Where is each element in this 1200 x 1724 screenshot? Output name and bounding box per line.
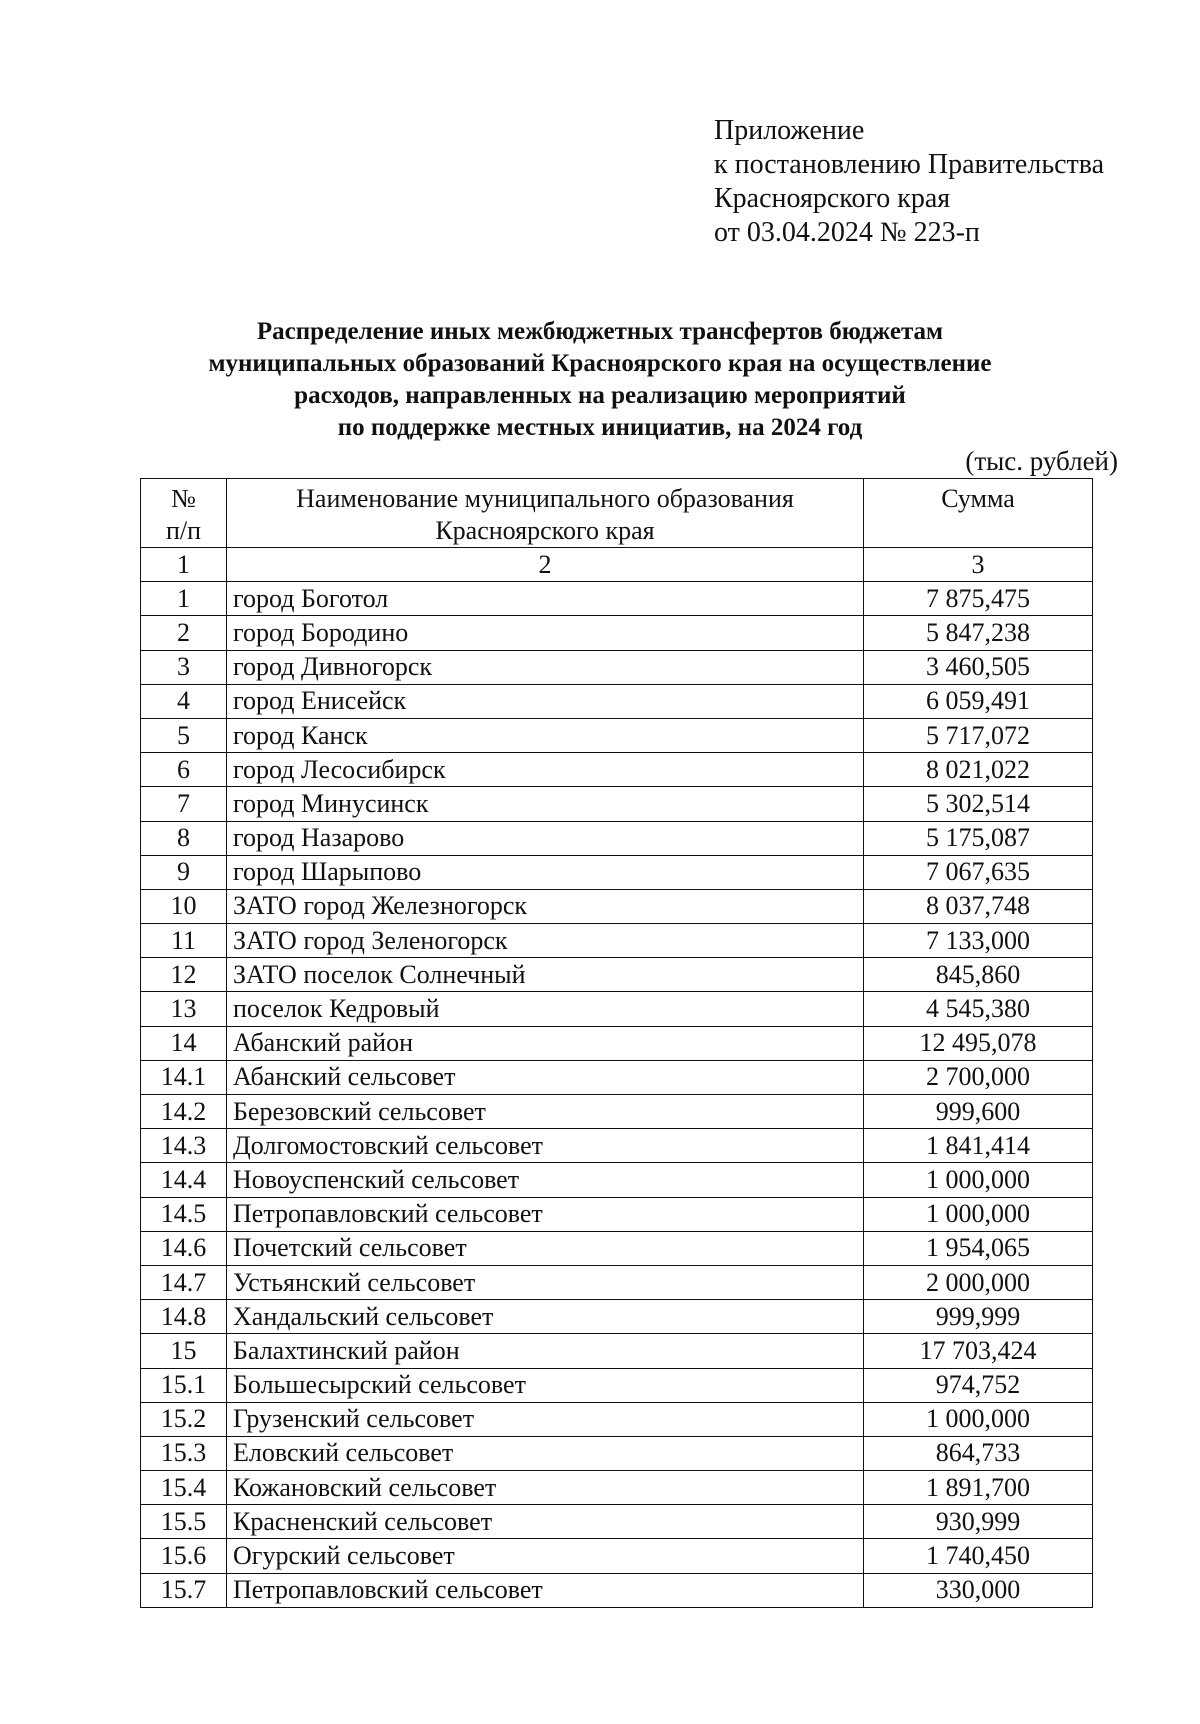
table-row [141,718,1093,752]
row-number: 15.5 [141,1505,227,1539]
amount: 8 037,748 [864,889,1093,923]
row-number: 15.2 [141,1402,227,1436]
title-line: Распределение иных межбюджетных трансфертов бюджетам [256,318,944,345]
amount: 4 545,380 [864,992,1093,1026]
distribution-table [140,478,1093,1608]
municipality-name: Почетский сельсовет [227,1231,864,1265]
row-number: 10 [141,889,227,923]
amount: 1 740,450 [864,1539,1093,1573]
table-row [141,1026,1093,1060]
municipality-name: город Шарыпово [227,855,864,889]
amount: 2 700,000 [864,1060,1093,1094]
amount: 1 000,000 [864,1402,1093,1436]
document-title [140,316,1060,444]
table-row [141,787,1093,821]
municipality-name: Абанский район [227,1026,864,1060]
municipality-name: поселок Кедровый [227,992,864,1026]
table-row [141,855,1093,889]
table-row [141,1539,1093,1573]
amount: 974,752 [864,1368,1093,1402]
table-row [141,924,1093,958]
column-number-row [141,548,1093,582]
row-number: 15.1 [141,1368,227,1402]
row-number: 13 [141,992,227,1026]
row-number: 9 [141,855,227,889]
table-row [141,684,1093,718]
table-row [141,1265,1093,1299]
amount: 5 717,072 [864,718,1093,752]
table-row [141,1402,1093,1436]
amount: 3 460,505 [864,650,1093,684]
column-number: 1 [141,548,227,582]
amount: 1 841,414 [864,1129,1093,1163]
table-row [141,1129,1093,1163]
table-row [141,1300,1093,1334]
municipality-name: город Дивногорск [227,650,864,684]
appendix-line: Красноярского края [714,183,951,214]
title-line: муниципальных образований Красноярского края на осуществление [208,350,992,377]
row-number: 14.5 [141,1197,227,1231]
row-number: 15.6 [141,1539,227,1573]
amount: 864,733 [864,1436,1093,1470]
municipality-name: город Канск [227,718,864,752]
municipality-name: Петропавловский сельсовет [227,1197,864,1231]
amount: 8 021,022 [864,753,1093,787]
table-row [141,992,1093,1026]
table-row [141,1436,1093,1470]
header-name: Наименование муниципального образования Красноярского края [227,479,864,548]
header-sum: Сумма [864,479,1093,548]
amount: 845,860 [864,958,1093,992]
amount: 330,000 [864,1573,1093,1607]
amount: 7 067,635 [864,855,1093,889]
row-number: 15.4 [141,1471,227,1505]
amount: 1 954,065 [864,1231,1093,1265]
municipality-name: Еловский сельсовет [227,1436,864,1470]
header-number: № п/п [141,479,227,548]
row-number: 14.6 [141,1231,227,1265]
table-row [141,889,1093,923]
appendix-line: к постановлению Правительства [714,149,1105,180]
table-row [141,958,1093,992]
row-number: 14.2 [141,1095,227,1129]
table-body [141,582,1093,1608]
column-number: 2 [227,548,864,582]
row-number: 14.8 [141,1300,227,1334]
amount: 5 175,087 [864,821,1093,855]
table-row [141,1095,1093,1129]
table-row [141,1197,1093,1231]
amount: 2 000,000 [864,1265,1093,1299]
municipality-name: Устьянский сельсовет [227,1265,864,1299]
municipality-name: ЗАТО поселок Солнечный [227,958,864,992]
column-number: 3 [864,548,1093,582]
row-number: 2 [141,616,227,650]
row-number: 14 [141,1026,227,1060]
municipality-name: город Назарово [227,821,864,855]
municipality-name: Новоуспенский сельсовет [227,1163,864,1197]
municipality-name: город Минусинск [227,787,864,821]
row-number: 3 [141,650,227,684]
table-row [141,1060,1093,1094]
municipality-name: Кожановский сельсовет [227,1471,864,1505]
amount: 1 891,700 [864,1471,1093,1505]
amount: 17 703,424 [864,1334,1093,1368]
title-line: по поддержке местных инициатив, на 2024 год [337,414,863,441]
table-row [141,753,1093,787]
table-row [141,582,1093,616]
row-number: 15 [141,1334,227,1368]
amount: 5 302,514 [864,787,1093,821]
table-row [141,1368,1093,1402]
table-row [141,1505,1093,1539]
row-number: 4 [141,684,227,718]
row-number: 15.3 [141,1436,227,1470]
row-number: 11 [141,924,227,958]
row-number: 1 [141,582,227,616]
units-label: (тыс. рублей) [965,446,1118,476]
municipality-name: Петропавловский сельсовет [227,1573,864,1607]
appendix-line: Приложение [714,115,865,146]
amount: 999,600 [864,1095,1093,1129]
municipality-name: город Лесосибирск [227,753,864,787]
row-number: 14.1 [141,1060,227,1094]
table-row [141,1231,1093,1265]
row-number: 14.7 [141,1265,227,1299]
municipality-name: Долгомостовский сельсовет [227,1129,864,1163]
row-number: 6 [141,753,227,787]
municipality-name: Красненский сельсовет [227,1505,864,1539]
row-number: 14.4 [141,1163,227,1197]
municipality-name: ЗАТО город Зеленогорск [227,924,864,958]
appendix-line: от 03.04.2024 № 223-п [714,217,980,248]
table-row [141,1163,1093,1197]
municipality-name: Балахтинский район [227,1334,864,1368]
row-number: 12 [141,958,227,992]
row-number: 14.3 [141,1129,227,1163]
amount: 7 875,475 [864,582,1093,616]
amount: 7 133,000 [864,924,1093,958]
municipality-name: ЗАТО город Железногорск [227,889,864,923]
table-header-row [141,479,1093,548]
municipality-name: Хандальский сельсовет [227,1300,864,1334]
municipality-name: город Бородино [227,616,864,650]
municipality-name: Березовский сельсовет [227,1095,864,1129]
amount: 930,999 [864,1505,1093,1539]
table-row [141,616,1093,650]
table-row [141,1471,1093,1505]
table-row [141,650,1093,684]
amount: 5 847,238 [864,616,1093,650]
municipality-name: Грузенский сельсовет [227,1402,864,1436]
amount: 1 000,000 [864,1163,1093,1197]
municipality-name: город Енисейск [227,684,864,718]
amount: 6 059,491 [864,684,1093,718]
row-number: 15.7 [141,1573,227,1607]
table-row [141,1334,1093,1368]
municipality-name: Абанский сельсовет [227,1060,864,1094]
municipality-name: Большесырский сельсовет [227,1368,864,1402]
table-row [141,821,1093,855]
municipality-name: город Боготол [227,582,864,616]
row-number: 5 [141,718,227,752]
title-line: расходов, направленных на реализацию мероприятий [294,382,906,409]
amount: 12 495,078 [864,1026,1093,1060]
amount: 999,999 [864,1300,1093,1334]
appendix-block [714,114,1104,250]
table-row [141,1573,1093,1607]
municipality-name: Огурский сельсовет [227,1539,864,1573]
row-number: 8 [141,821,227,855]
amount: 1 000,000 [864,1197,1093,1231]
row-number: 7 [141,787,227,821]
